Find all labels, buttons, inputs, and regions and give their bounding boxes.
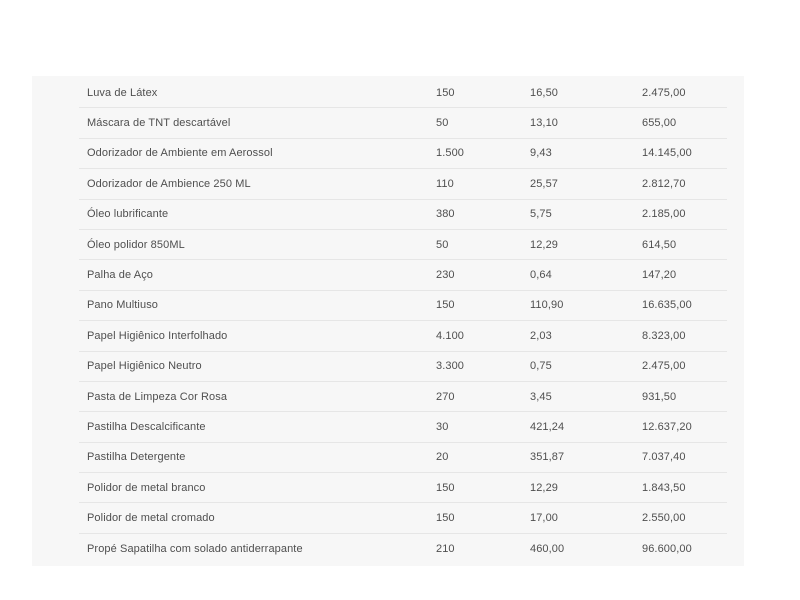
table-row [79,138,727,168]
cell-unit-price: 460,00 [530,542,565,555]
cell-item: Propé Sapatilha com solado antiderrapante [87,542,303,555]
table-row [79,290,727,320]
cell-quantity: 110 [428,169,522,199]
cell-item: Odorizador de Ambiente em Aerossol [79,138,428,168]
cell-total-price: 96.600,00 [642,542,692,555]
cell-total-price: 655,00 [634,108,727,138]
cell-item: Palha de Aço [79,260,428,290]
cell-item: Pano Multiuso [79,290,428,320]
cell-total-price: 931,50 [634,381,727,411]
cell-total-price: 7.037,40 [634,442,727,472]
cell-total-price: 2.475,00 [634,351,727,381]
cell-quantity: 270 [428,381,522,411]
cell-item: Pastilha Detergente [79,442,428,472]
cell-total-price: 614,50 [634,229,727,259]
items-table [79,78,727,563]
cell-item: Pastilha Descalcificante [79,412,428,442]
table-row [79,503,727,533]
table-row [79,229,727,259]
table-row [79,351,727,381]
cell-quantity: 4.100 [428,321,522,351]
cell-unit-price: 13,10 [522,108,634,138]
table-row [79,321,727,351]
cell-unit-price: 0,64 [522,260,634,290]
cell-item: Luva de Látex [79,78,428,108]
cell-quantity: 230 [428,260,522,290]
table-row [79,381,727,411]
table-row [79,442,727,472]
table-row [79,473,727,503]
cell-total-price: 14.145,00 [634,138,727,168]
table-row [79,199,727,229]
cell-total-price: 12.637,20 [634,412,727,442]
cell-unit-price: 351,87 [522,442,634,472]
cell-unit-price: 0,75 [522,351,634,381]
cell-total-price: 147,20 [634,260,727,290]
cell-unit-price: 9,43 [522,138,634,168]
cell-quantity: 50 [428,108,522,138]
cell-unit-price: 16,50 [522,78,634,108]
cell-item: Óleo polidor 850ML [79,229,428,259]
cell-total-price: 2.475,00 [634,78,727,108]
cell-total-price: 16.635,00 [634,290,727,320]
cell-unit-price: 12,29 [522,473,634,503]
cell-quantity: 150 [428,473,522,503]
table-row [79,412,727,442]
cell-total-price: 2.550,00 [634,503,727,533]
cell-unit-price: 2,03 [522,321,634,351]
cell-item: Pasta de Limpeza Cor Rosa [79,381,428,411]
cell-unit-price: 5,75 [522,199,634,229]
cell-unit-price: 3,45 [522,381,634,411]
cell-item: Papel Higiênico Interfolhado [79,321,428,351]
cell-unit-price: 110,90 [522,290,634,320]
cell-quantity: 380 [428,199,522,229]
cell-quantity: 3.300 [428,351,522,381]
cell-quantity: 150 [428,503,522,533]
cell-unit-price: 12,29 [522,229,634,259]
table-row [79,108,727,138]
table-row [79,533,727,563]
cell-unit-price: 421,24 [522,412,634,442]
cell-item: Polidor de metal branco [79,473,428,503]
cell-total-price: 2.185,00 [634,199,727,229]
cell-item: Polidor de metal cromado [79,503,428,533]
cell-unit-price: 17,00 [522,503,634,533]
cell-item: Máscara de TNT descartável [79,108,428,138]
table-row [79,78,727,108]
cell-quantity: 150 [428,78,522,108]
cell-item: Óleo lubrificante [79,199,428,229]
cell-quantity: 210 [436,542,455,555]
cell-total-price: 2.812,70 [634,169,727,199]
cell-quantity: 1.500 [428,138,522,168]
cell-quantity: 20 [428,442,522,472]
cell-item: Papel Higiênico Neutro [79,351,428,381]
cell-quantity: 50 [428,229,522,259]
cell-total-price: 8.323,00 [634,321,727,351]
table-row [79,169,727,199]
cell-quantity: 30 [428,412,522,442]
table-row [79,260,727,290]
cell-item: Odorizador de Ambience 250 ML [79,169,428,199]
table-body [79,78,727,563]
cell-quantity: 150 [428,290,522,320]
cell-unit-price: 25,57 [522,169,634,199]
cell-total-price: 1.843,50 [634,473,727,503]
